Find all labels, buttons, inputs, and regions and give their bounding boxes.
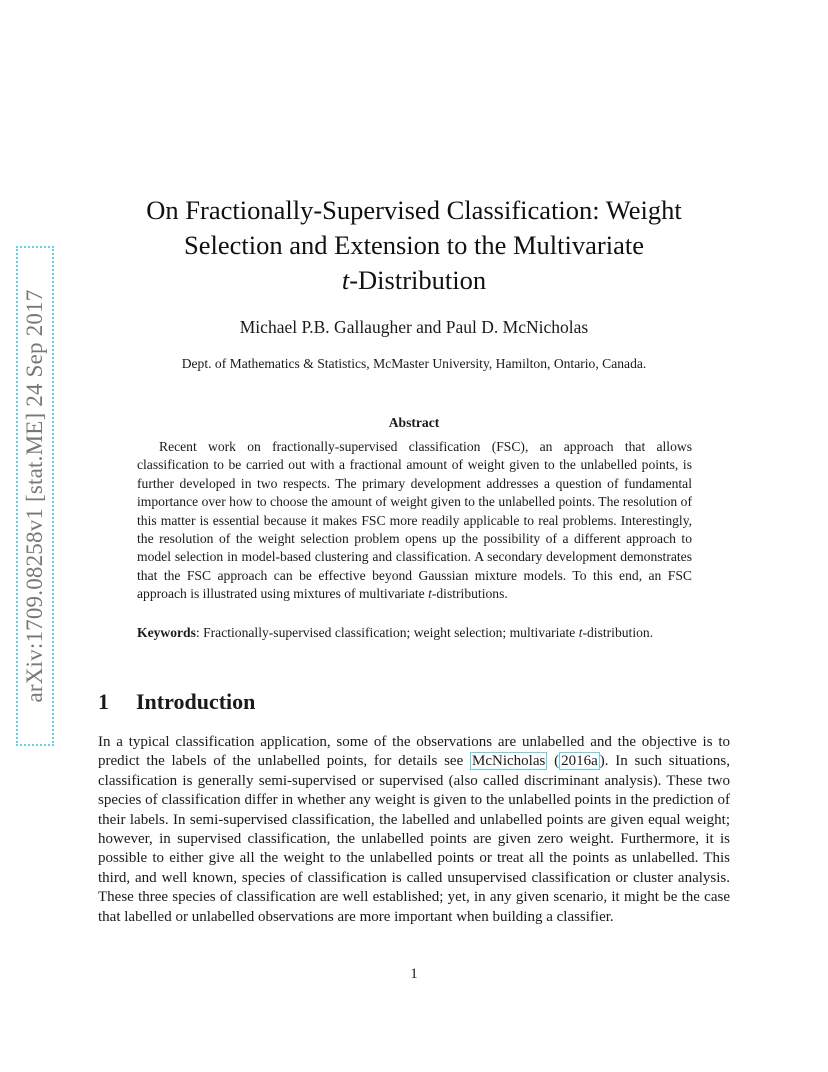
section-heading <box>98 688 255 716</box>
title-line-1: On Fractionally-Supervised Classification: Weight <box>146 195 682 225</box>
abstract-body <box>137 438 692 604</box>
section-number: 1 <box>98 689 109 714</box>
citation-open: ( <box>547 753 560 770</box>
abstract-text-2: -distributions. <box>431 586 508 602</box>
keywords <box>137 624 692 642</box>
title-line-2: Selection and Extension to the Multivariate <box>184 230 644 260</box>
authors: Michael P.B. Gallaugher and Paul D. McNicholas <box>239 317 589 337</box>
title-t-italic: t <box>341 265 350 295</box>
citation-author-link[interactable]: McNicholas <box>472 753 546 770</box>
keywords-text-1: : Fractionally-supervised classification; weight selection; multivariate <box>195 625 579 640</box>
abstract-t-italic: t <box>428 586 432 602</box>
title-line-3-rest: -Distribution <box>349 265 487 295</box>
keywords-label: Keywords <box>137 625 196 640</box>
keywords-text-2: -distribution. <box>582 625 654 640</box>
citation-close: ). <box>599 753 609 770</box>
paper-title <box>110 193 718 298</box>
citation-year-link[interactable]: 2016a <box>561 753 598 770</box>
intro-text-1: In a typical classification application, some of the observations are unlabelled and the objective is to predict the labels of the unlabelled points, for details see <box>98 734 730 770</box>
page-number: 1 <box>410 966 418 982</box>
introduction-paragraph <box>98 733 730 927</box>
abstract-heading: Abstract <box>388 415 440 430</box>
title-line-3 <box>110 263 718 298</box>
affiliation: Dept. of Mathematics & Statistics, McMaster University, Hamilton, Ontario, Canada. <box>181 356 647 371</box>
intro-text-2: In such situations, classification is generally semi-supervised or supervised (also called discriminant analysis). These two species of classification differ in whether any weight is given to the unlabelled points in the prediction of their labels. In semi-supervised classification, the labelled and unlabelled points are given equal weight; however, in supervised classification, the unlabelled points are given zero weight. Furthermore, it is possible to either give all the weight to the unlabelled points or treat all the points as unlabelled. This third, and well known, species of classification is called unsupervised classification or cluster analysis. These three species of classification are well established; yet, in any given scenario, it might be the case that labelled or unlabelled observations are more important when building a classifier. <box>98 753 730 925</box>
abstract-text-1: Recent work on fractionally-supervised classification (FSC), an approach that allows classification to be carried out with a fractional amount of weight given to the unlabelled points, is further developed in two respects. The primary development addresses a question of fundamental importance over how to choose the amount of weight given to the unlabelled points. The resolution of this matter is essential because it makes FSC more readily applicable to real problems. Interestingly, the resolution of the weight selection problem opens up the possibility of a different approach to model selection in model-based clustering and classification. A secondary development demonstrates that the FSC approach can be effective beyond Gaussian mixture models. To this end, an FSC approach is illustrated using mixtures of multivariate <box>137 439 692 602</box>
section-title: Introduction <box>136 689 256 714</box>
arxiv-stamp[interactable] <box>16 246 54 746</box>
keywords-t-italic: t <box>578 625 583 640</box>
arxiv-stamp-text: arXiv:1709.08258v1 [stat.ME] 24 Sep 2017 <box>22 289 47 703</box>
